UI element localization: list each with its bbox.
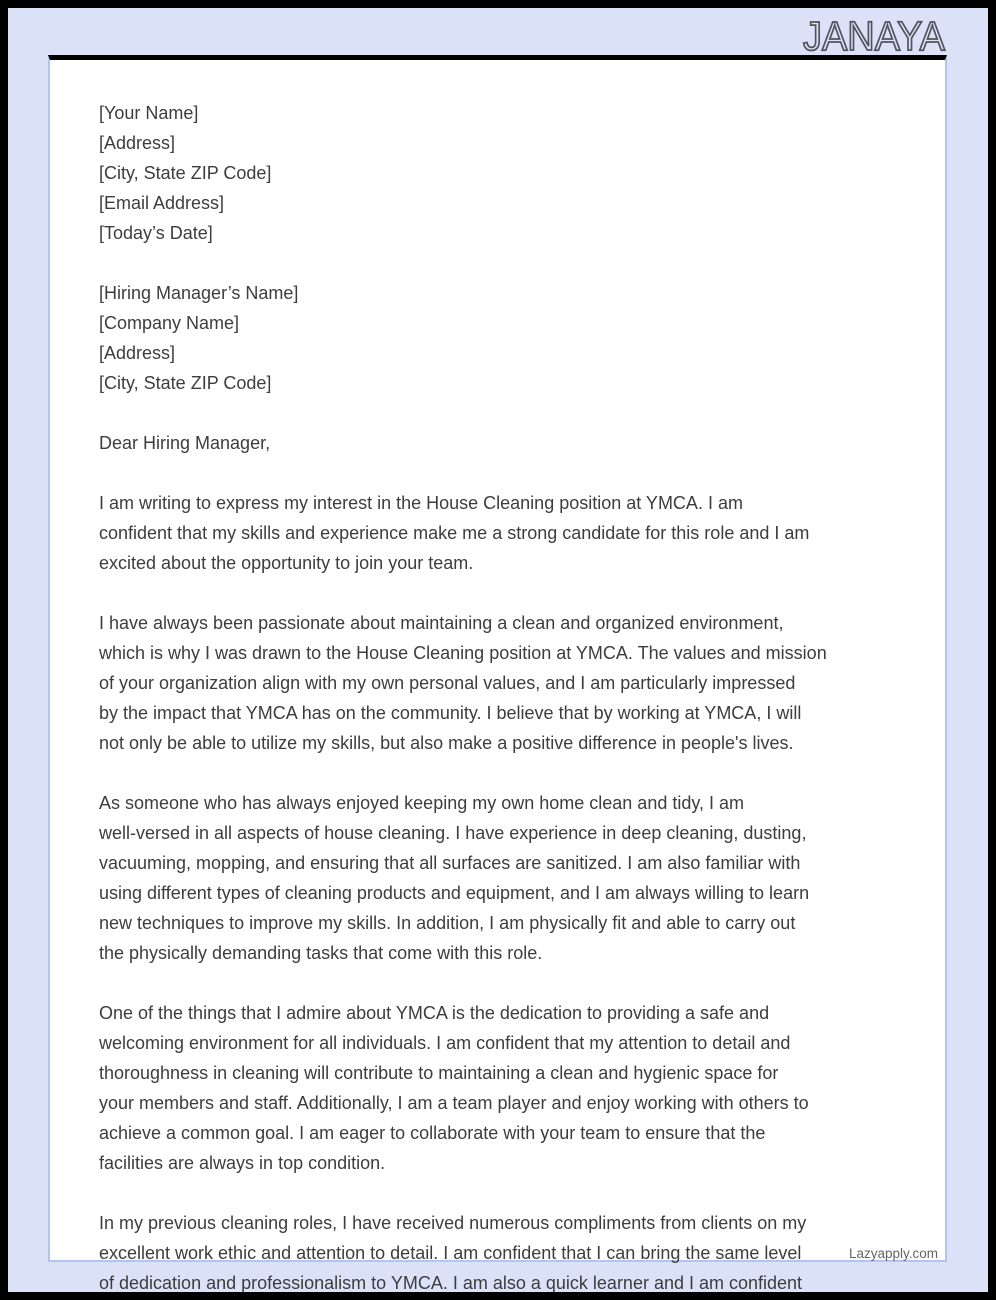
paragraph-line: confident that my skills and experience make me a strong candidate for this role and I am — [99, 523, 810, 543]
watermark-text: Lazyapply.com — [848, 1246, 938, 1261]
paragraph-2 — [99, 608, 899, 758]
sender-address-block — [99, 98, 899, 248]
paragraph-line: of dedication and professionalism to YMCA. I am also a quick learner and I am confident — [99, 1273, 803, 1293]
paragraph-4 — [99, 998, 899, 1178]
sender-address-line: [Address] — [99, 133, 176, 153]
paragraph-line: of your organization align with my own personal values, and I am particularly impressed — [99, 673, 796, 693]
sender-date-line: [Today’s Date] — [99, 223, 213, 243]
paragraph-5 — [99, 1208, 899, 1298]
recipient-address-block — [99, 278, 899, 398]
paragraph-line: by the impact that YMCA has on the community. I believe that by working at YMCA, I will — [99, 703, 802, 723]
paragraph-line: using different types of cleaning products and equipment, and I am always willing to learn — [99, 883, 810, 903]
paragraph-line: As someone who has always enjoyed keeping my own home clean and tidy, I am — [99, 793, 745, 813]
paragraph-line: thoroughness in cleaning will contribute to maintaining a clean and hygienic space for — [99, 1063, 779, 1083]
paragraph-line: achieve a common goal. I am eager to collaborate with your team to ensure that the — [99, 1123, 766, 1143]
paragraph-line: welcoming environment for all individuals. I am confident that my attention to detail and — [99, 1033, 791, 1053]
sender-name-line: [Your Name] — [99, 103, 199, 123]
paragraph-line: new techniques to improve my skills. In addition, I am physically fit and able to carry out — [99, 913, 796, 933]
recipient-company-line: [Company Name] — [99, 313, 240, 333]
paragraph-line: I have always been passionate about maintaining a clean and organized environment, — [99, 613, 784, 633]
recipient-address-line: [Address] — [99, 343, 176, 363]
recipient-city-line: [City, State ZIP Code] — [99, 373, 272, 393]
paragraph-line: well-versed in all aspects of house cleaning. I have experience in deep cleaning, dusting, — [99, 823, 807, 843]
paragraph-line: vacuuming, mopping, and ensuring that all surfaces are sanitized. I am also familiar with — [99, 853, 801, 873]
brand-logo — [787, 10, 947, 63]
salutation-line: Dear Hiring Manager, — [99, 433, 271, 453]
salutation — [99, 428, 899, 458]
paragraph-line: I am writing to express my interest in the House Cleaning position at YMCA. I am — [99, 493, 743, 513]
paragraph-3 — [99, 788, 899, 968]
letter-content — [99, 98, 899, 1298]
recipient-name-line: [Hiring Manager’s Name] — [99, 283, 299, 303]
paragraph-line: excellent work ethic and attention to detail. I am confident that I can bring the same level — [99, 1243, 802, 1263]
janaya-logo-icon — [787, 10, 947, 58]
brand-logo-text: JANAYA — [803, 13, 946, 58]
paragraph-line: the physically demanding tasks that come with this role. — [99, 943, 543, 963]
paragraph-line: In my previous cleaning roles, I have received numerous compliments from clients on my — [99, 1213, 807, 1233]
paragraph-line: your members and staff. Additionally, I am a team player and enjoy working with others to — [99, 1093, 809, 1113]
paragraph-line: One of the things that I admire about YMCA is the dedication to providing a safe and — [99, 1003, 770, 1023]
paragraph-1 — [99, 488, 899, 578]
paragraph-line: which is why I was drawn to the House Cleaning position at YMCA. The values and mission — [99, 643, 827, 663]
paragraph-line: excited about the opportunity to join your team. — [99, 553, 474, 573]
paragraph-line: facilities are always in top condition. — [99, 1153, 386, 1173]
paragraph-line: not only be able to utilize my skills, but also make a positive difference in people's lives. — [99, 733, 794, 753]
sender-city-line: [City, State ZIP Code] — [99, 163, 272, 183]
sender-email-line: [Email Address] — [99, 193, 225, 213]
